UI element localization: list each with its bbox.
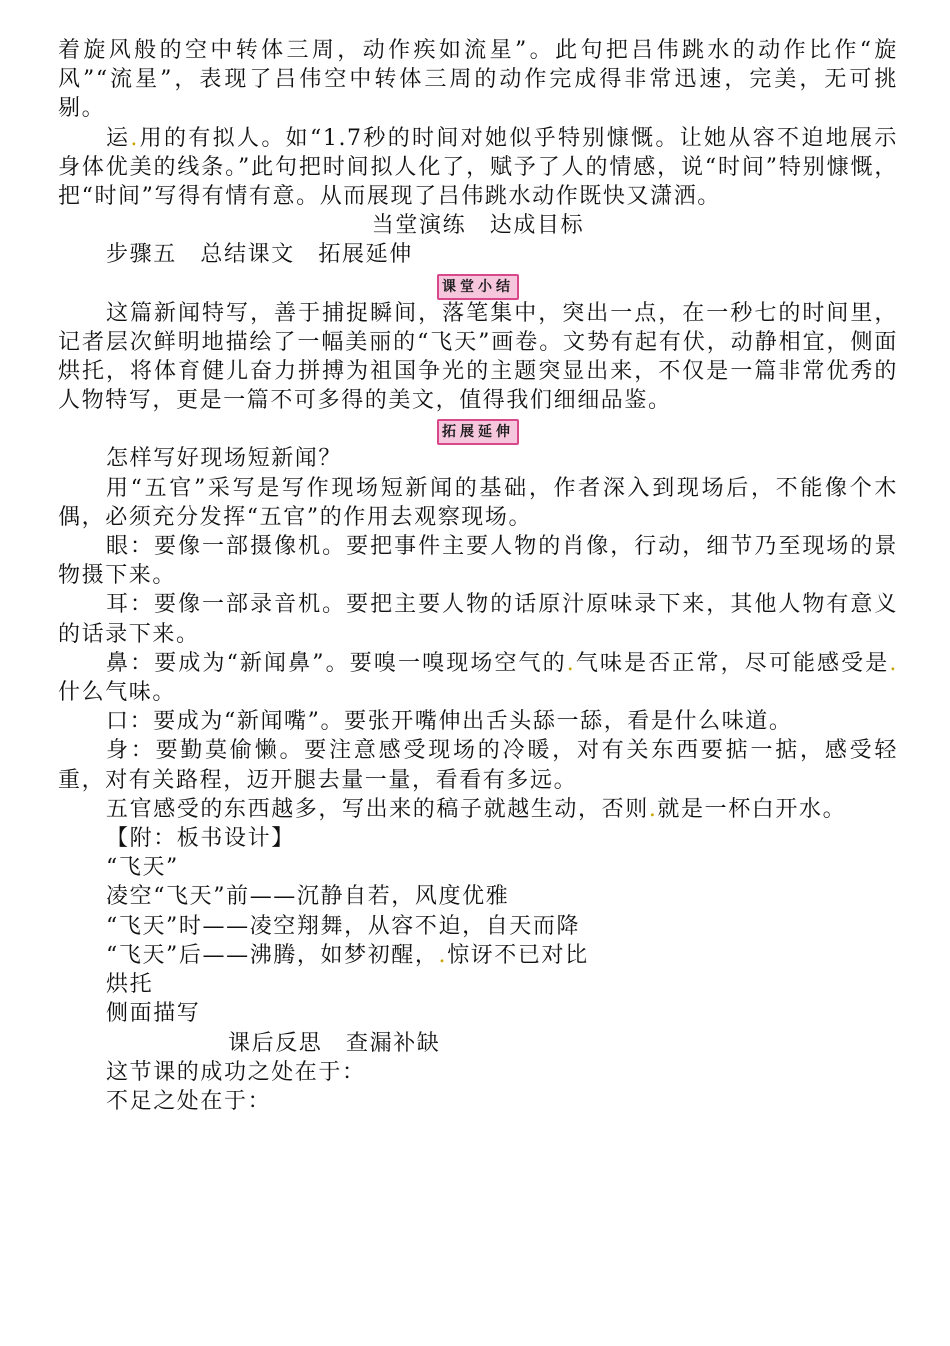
section-heading: 当堂演练 达成目标 (371, 213, 585, 239)
board-line-4 (58, 941, 898, 970)
text-fragment: 用的有拟人。如“1.7秒的时间对她似乎特别慷慨。让她从容不迫地展示身体优美的线条。”此句把时间拟人化了，赋予了人的情感，说“时间”特别慷慨，把“时间”写得有情有意。从而展现了吕伟跳水动作既快又潇洒。 (58, 125, 898, 210)
text-fragment: 就是一杯白开水。 (657, 796, 847, 822)
board-title: 【附：板书设计】 (106, 826, 295, 852)
document-page (58, 36, 898, 1116)
reflection-good: 这节课的成功之处在于： (106, 1059, 366, 1085)
text-fragment: 运 (106, 125, 131, 151)
board-line-3: “飞天”时——凌空翔舞，从容不迫，自天而降 (106, 913, 581, 939)
dot-mark-icon: . (566, 650, 576, 676)
dot-mark-icon: . (130, 125, 139, 151)
text-fragment: 什么气味。 (58, 680, 177, 706)
board-line-1: “飞天” (106, 855, 179, 881)
dot-mark-icon: . (889, 650, 898, 676)
step-heading: 步骤五 总结课文 拓展延伸 (106, 242, 413, 268)
mouth-paragraph: 口：要成为“新闻嘴”。要张开嘴伸出舌头舔一舔，看是什么味道。 (106, 709, 793, 735)
text-fragment: 惊讶不已对比 (447, 942, 589, 968)
text-fragment: “飞天”后——沸腾，如梦初醒， (106, 942, 439, 968)
extend-badge: 拓展延伸 (437, 419, 519, 445)
eye-paragraph: 眼：要像一部摄像机。要把事件主要人物的肖像，行动，细节乃至现场的景物摄下来。 (58, 534, 898, 589)
text-fragment: 鼻：要成为“新闻鼻”。要嗅一嗅现场空气的 (106, 650, 567, 676)
board-line-2: 凌空“飞天”前——沉静自若，风度优雅 (106, 884, 510, 910)
text-fragment: 五官感受的东西越多，写出来的稿子就越生动，否则 (106, 796, 649, 822)
nose-paragraph (58, 649, 898, 707)
dot-mark-icon: . (648, 796, 658, 822)
extend-paragraph: 用“五官”采写是写作现场短新闻的基础，作者深入到现场后，不能像个木偶，必须充分发挥“五官”的作用去观察现场。 (58, 475, 898, 530)
board-line-5: 烘托 (106, 972, 154, 998)
intro-paragraph-1: 着旋风般的空中转体三周，动作疾如流星”。此句把吕伟跳水的动作比作“旋风”“流星”，表现了吕伟空中转体三周的动作完成得非常迅速，完美，无可挑剔。 (58, 38, 898, 122)
text-fragment: 气味是否正常，尽可能感受是 (575, 650, 890, 676)
dot-mark-icon: . (438, 942, 448, 968)
ear-paragraph: 耳：要像一部录音机。要把主要人物的话原汁原味录下来，其他人物有意义的话录下来。 (58, 592, 898, 647)
summary-paragraph: 这篇新闻特写，善于捕捉瞬间，落笔集中，突出一点，在一秒七的时间里，记者层次鲜明地描绘了一幅美丽的“飞天”画卷。文势有起有伏，动静相宜，侧面烘托，将体育健儿奋力拼搏为祖国争光的主题突显出来，不仅是一篇非常优秀的人物特写，更是一篇不可多得的美文，值得我们细细品鉴。 (58, 300, 898, 414)
extend-badge-row (58, 417, 898, 443)
summary-badge: 课堂小结 (437, 274, 519, 300)
summary-badge-row (58, 272, 898, 298)
intro-paragraph-2 (58, 124, 898, 212)
reflection-heading: 课后反思 查漏补缺 (228, 1030, 441, 1056)
reflection-bad: 不足之处在于： (106, 1088, 272, 1114)
extend-question: 怎样写好现场短新闻？ (106, 446, 343, 472)
body-paragraph: 身：要勤莫偷懒。要注意感受现场的冷暖，对有关东西要掂一掂，感受轻重，对有关路程，迈开腿去量一量，看看有多远。 (58, 738, 898, 793)
conclusion-paragraph (58, 795, 898, 824)
board-line-6: 侧面描写 (106, 1001, 201, 1027)
